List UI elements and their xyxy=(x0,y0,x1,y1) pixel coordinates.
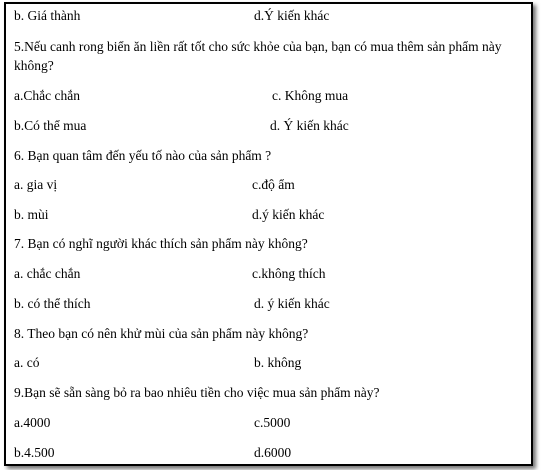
q5-option-c: c. Không mua xyxy=(272,88,349,103)
q6-option-d: d.ý kiến khác xyxy=(252,207,325,222)
q8-option-b: b. không xyxy=(254,355,302,370)
q9-question: 9.Bạn sẽ sẵn sàng bỏ ra bao nhiêu tiền cho việc mua sản phẩm này? xyxy=(14,385,380,400)
q4-option-d: d.Ý kiến khác xyxy=(254,8,330,23)
q6-question: 6. Bạn quan tâm đến yếu tố nào của sản phẩm ? xyxy=(14,148,272,163)
q9-option-c: c.5000 xyxy=(254,415,291,430)
q7-question: 7. Bạn có nghĩ người khác thích sản phẩm này không? xyxy=(14,236,308,251)
q4-option-b: b. Giá thành xyxy=(14,8,81,23)
q5-option-b: b.Có thể mua xyxy=(14,118,87,133)
q5-option-d: d. Ý kiến khác xyxy=(270,118,349,133)
q6-option-b: b. mùi xyxy=(14,207,49,222)
q5-option-a: a.Chắc chắn xyxy=(14,88,80,103)
q6-option-c: c.độ ẩm xyxy=(252,177,295,192)
q7-option-c: c.không thích xyxy=(252,266,326,281)
q7-option-b: b. có thể thích xyxy=(14,296,91,311)
q8-option-a: a. có xyxy=(14,355,40,370)
q5-question: 5.Nếu canh rong biển ăn liền rất tốt cho sức khỏe của bạn, bạn có mua thêm sản phẩm này không? xyxy=(14,39,502,73)
q6-option-a: a. gia vị xyxy=(14,177,58,192)
q9-option-a: a.4000 xyxy=(14,415,51,430)
q7-option-d: d. ý kiến khác xyxy=(254,296,330,311)
q8-question: 8. Theo bạn có nên khử mùi của sản phẩm này không? xyxy=(14,326,309,341)
q9-option-d: d.6000 xyxy=(254,445,292,460)
q9-option-b: b.4.500 xyxy=(14,445,55,460)
q7-option-a: a. chắc chắn xyxy=(14,266,81,281)
